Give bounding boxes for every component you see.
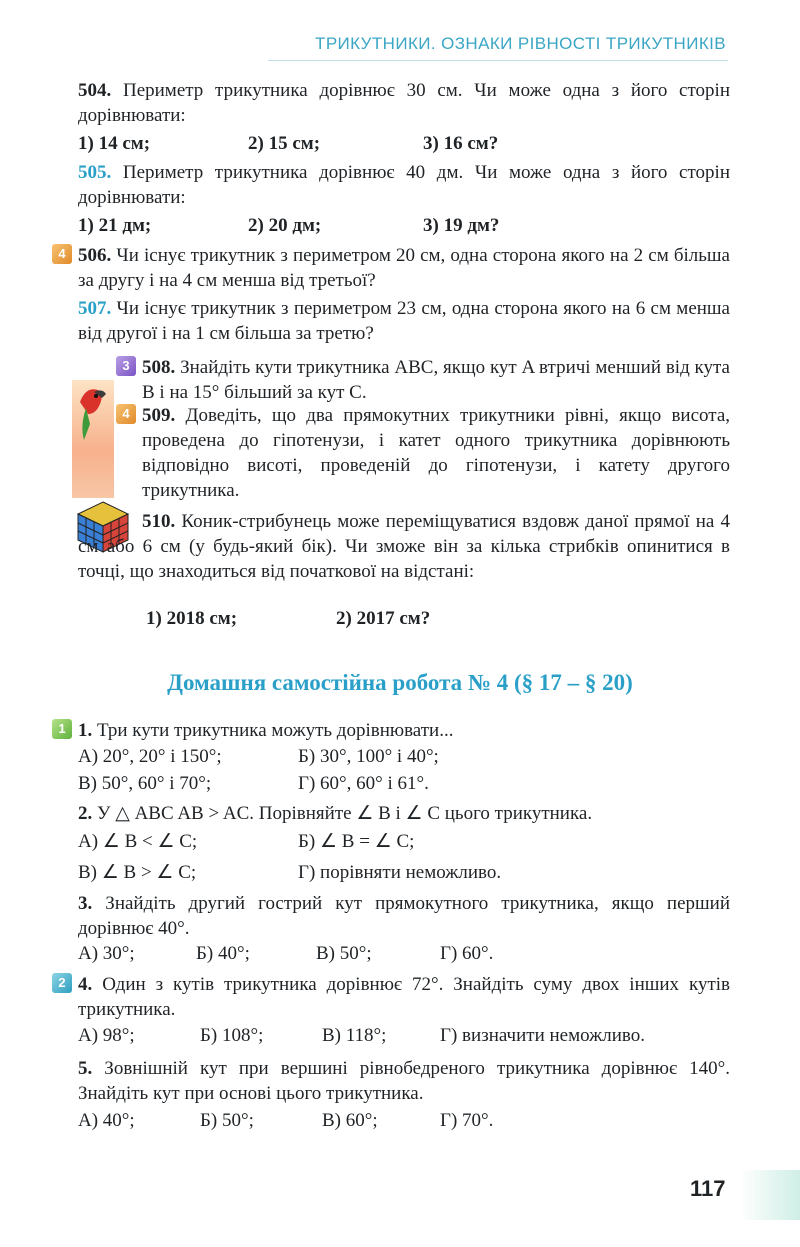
- exercise-510: [78, 509, 730, 584]
- exercise-504: [78, 78, 730, 128]
- question-text: У △ ABC AB > AC. Порівняйте ∠ B і ∠ C цього трикутника.: [97, 803, 593, 824]
- answer-option: В) 118°;: [322, 1025, 387, 1046]
- running-header: ТРИКУТНИКИ. ОЗНАКИ РІВНОСТІ ТРИКУТНИКІВ: [315, 34, 726, 53]
- question-number: 4.: [78, 974, 93, 995]
- section-title: Домашня самостійна робота № 4 (§ 17 – § 20): [167, 670, 633, 695]
- answer-option: Б) 30°, 100° і 40°;: [298, 746, 439, 767]
- exercise-number: 506.: [78, 245, 112, 266]
- exercise-number: 510.: [142, 511, 176, 532]
- exercise-number: 509.: [142, 405, 176, 426]
- answer-option: А) 98°;: [78, 1025, 135, 1046]
- answer-option: Г) порівняти неможливо.: [298, 862, 502, 883]
- difficulty-4-icon: 4: [52, 244, 72, 264]
- answer-option: В) 60°;: [322, 1110, 378, 1131]
- answer-option: Г) 60°, 60° і 61°.: [298, 773, 429, 794]
- page-corner-tab: [740, 1170, 800, 1220]
- option: 2) 15 см;: [248, 133, 321, 154]
- exercise-506: [78, 243, 730, 293]
- exercise-505: [78, 160, 730, 210]
- exercise-text: Чи існує трикутник з периметром 20 см, одна сторона якого на 2 см більша за другу і на 4 см менша від третьої?: [78, 245, 730, 291]
- exercise-text: Знайдіть кути трикутника ABC, якщо кут A втричі менший від кута B і на 15° більший за кут C.: [142, 357, 730, 403]
- exercise-507: [78, 296, 730, 346]
- answer-option: Б) 108°;: [200, 1025, 264, 1046]
- exercise-508: [142, 355, 730, 405]
- answer-option: В) ∠ B > ∠ C;: [78, 862, 197, 883]
- difficulty-4-icon: 4: [116, 404, 136, 424]
- quiz-4-options: [78, 1025, 645, 1047]
- quiz-2-options-row-2: [78, 861, 501, 884]
- quiz-1-options-row-1: [78, 746, 439, 768]
- quiz-question-2: [78, 801, 730, 826]
- question-number: 5.: [78, 1058, 93, 1079]
- question-number: 3.: [78, 893, 93, 914]
- answer-option: В) 50°;: [316, 943, 372, 964]
- quiz-question-3: [78, 891, 730, 941]
- answer-option: Г) 60°.: [440, 943, 494, 964]
- exercise-number: 508.: [142, 357, 176, 378]
- quiz-question-4: [78, 972, 730, 1022]
- answer-option: Г) 70°.: [440, 1110, 494, 1131]
- exercise-number: 505.: [78, 162, 112, 183]
- exercise-505-options: [78, 215, 499, 237]
- question-number: 2.: [78, 803, 93, 824]
- quiz-3-options: [78, 943, 493, 965]
- answer-option: Б) 50°;: [200, 1110, 254, 1131]
- option: 1) 14 см;: [78, 133, 151, 154]
- answer-option: А) ∠ B < ∠ C;: [78, 831, 198, 852]
- level-2-icon: 2: [52, 973, 72, 993]
- option: 3) 19 дм?: [423, 215, 500, 236]
- answer-option: Г) визначити неможливо.: [440, 1025, 646, 1046]
- difficulty-3-icon: 3: [116, 356, 136, 376]
- exercise-text: Коник-стрибунець може переміщуватися вздовж даної прямої на 4 см або 6 см (у будь-який бік). Чи зможе він за кілька стрибків опинитися в точці, що знаходиться від початкової на відстані:: [78, 511, 731, 582]
- header-divider: [268, 60, 728, 61]
- option: 1) 21 дм;: [78, 215, 152, 236]
- answer-option: А) 40°;: [78, 1110, 135, 1131]
- quiz-1-options-row-2: [78, 773, 429, 795]
- question-number: 1.: [78, 720, 93, 741]
- option: 1) 2018 см;: [146, 608, 238, 629]
- page-number: 117: [690, 1176, 726, 1201]
- answer-option: Б) ∠ B = ∠ C;: [298, 831, 415, 852]
- exercise-text: Периметр трикутника дорівнює 30 см. Чи може одна з його сторін дорівнювати:: [78, 80, 730, 126]
- quiz-question-5: [78, 1056, 730, 1106]
- option: 2) 20 дм;: [248, 215, 322, 236]
- question-text: Три кути трикутника можуть дорівнювати...: [97, 720, 454, 741]
- exercise-510-options: [146, 608, 430, 630]
- answer-option: В) 50°, 60° і 70°;: [78, 773, 212, 794]
- quiz-question-1: [78, 718, 730, 743]
- parrot-illustration: [72, 380, 114, 498]
- answer-option: А) 20°, 20° і 150°;: [78, 746, 222, 767]
- answer-option: А) 30°;: [78, 943, 135, 964]
- exercise-504-options: [78, 133, 498, 155]
- level-1-icon: 1: [52, 719, 72, 739]
- exercise-text: Чи існує трикутник з периметром 23 см, одна сторона якого на 6 см менша від другої і на 1 см більша за третю?: [78, 298, 730, 344]
- option: 3) 16 см?: [423, 133, 499, 154]
- exercise-text: Доведіть, що два прямокутних трикутники рівні, якщо висота, проведена до гіпотенузи, і катет одного трикутника дорівнюють відповідно висоті, проведеній до гіпотенузи, і катету другого трикутника.: [142, 405, 730, 501]
- exercise-number: 507.: [78, 298, 112, 319]
- exercise-number: 504.: [78, 80, 112, 101]
- exercise-509: [142, 403, 730, 503]
- exercise-text: Периметр трикутника дорівнює 40 дм. Чи може одна з його сторін дорівнювати:: [78, 162, 730, 208]
- question-text: Зовнішній кут при вершині рівнобедреного трикутника дорівнює 140°. Знайдіть кут при основі цього трикутника.: [78, 1058, 730, 1104]
- question-text: Знайдіть другий гострий кут прямокутного трикутника, якщо перший дорівнює 40°.: [78, 893, 730, 939]
- option: 2) 2017 см?: [336, 608, 431, 629]
- quiz-5-options: [78, 1110, 493, 1132]
- question-text: Один з кутів трикутника дорівнює 72°. Знайдіть суму двох інших кутів трикутника.: [78, 974, 731, 1020]
- quiz-2-options-row-1: [78, 830, 414, 853]
- answer-option: Б) 40°;: [196, 943, 250, 964]
